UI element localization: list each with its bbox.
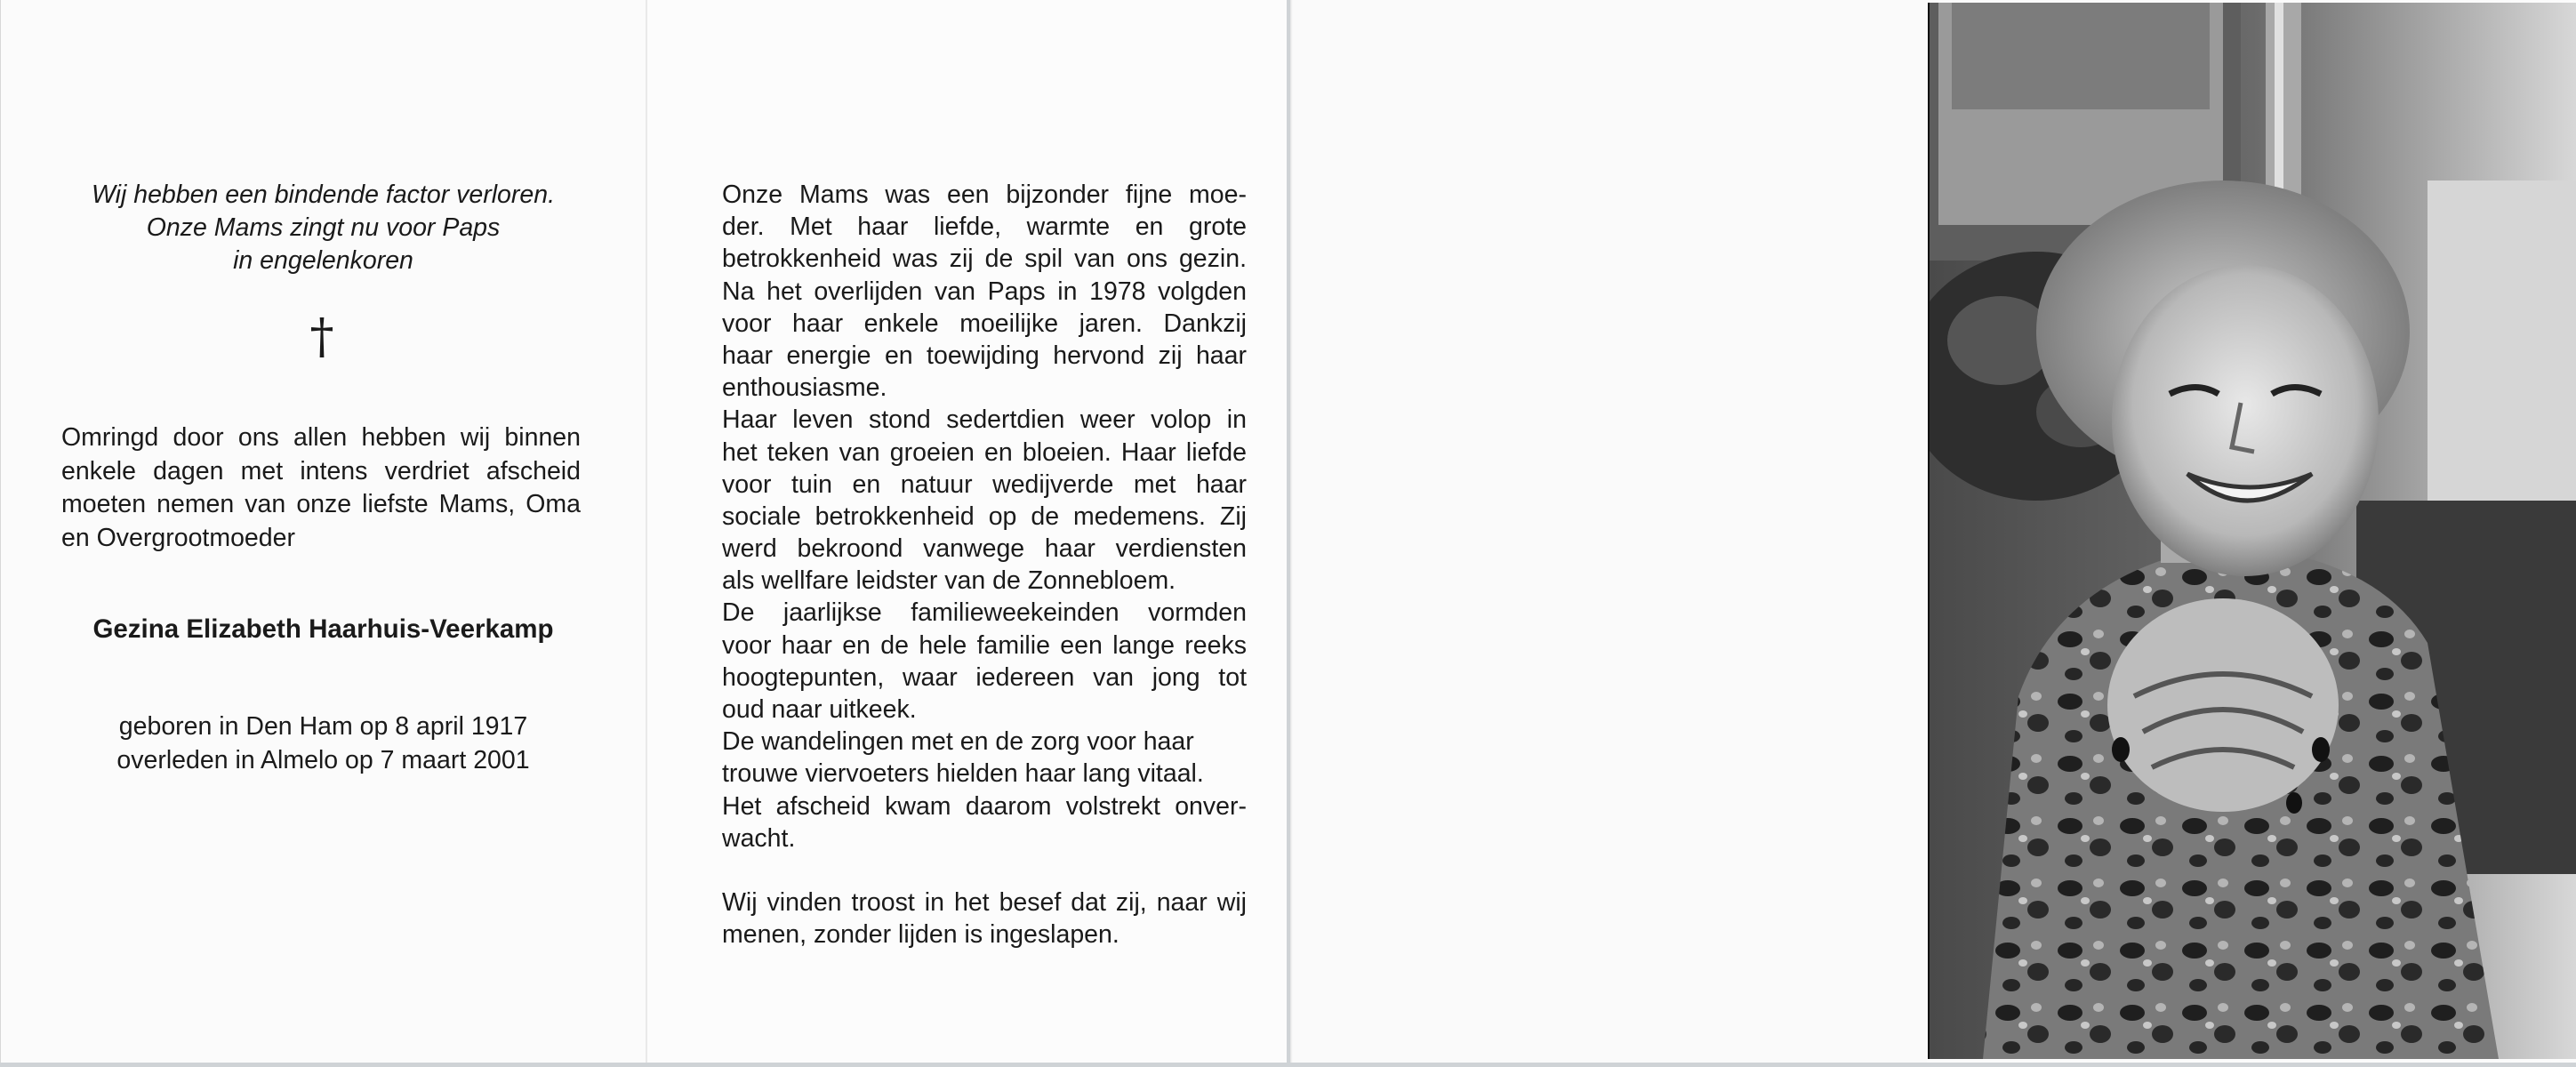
portrait-photo-icon: [1930, 3, 2576, 1059]
paragraph-gap: [722, 854, 1247, 886]
deceased-name: Gezina Elizabeth Haarhuis-Veerkamp: [92, 614, 554, 644]
memoir-line: voor haar enkele moeilijke jaren. Dankzij: [722, 309, 1247, 338]
memoir-line: haar energie en toewijding hervond zij haar: [722, 341, 1247, 370]
intro-text: [61, 421, 581, 555]
memoir-line: voor tuin en natuur wedijverde met haar: [722, 469, 1247, 499]
memoir-line: trouwe viervoeters hielden haar lang vitaal.: [722, 759, 1204, 789]
intro-line: Omringd door ons allen hebben wij binnen: [61, 423, 581, 452]
memoir-line: oud naar uitkeek.: [722, 695, 917, 724]
life-dates: [36, 710, 610, 777]
memoir-line: het teken van groeien en bloeien. Haar liefde: [722, 437, 1247, 467]
memoir-line: Het afscheid kwam daarom volstrekt onver-: [722, 791, 1247, 821]
card-panel-left: [0, 0, 646, 1063]
memoir-line: enthousiasme.: [722, 373, 887, 403]
fold-edge: [1290, 0, 1293, 1063]
death-line: overleden in Almelo op 7 maart 2001: [116, 745, 530, 774]
memoir-line: Onze Mams was een bijzonder fijne moe-: [722, 181, 1247, 209]
intro-line: en Overgrootmoeder: [61, 523, 295, 552]
cross-icon: †: [309, 309, 334, 365]
memoir-line: De jaarlijkse familieweekeinden vormden: [722, 598, 1247, 628]
birth-line: geboren in Den Ham op 8 april 1917: [118, 712, 528, 741]
memoir-line: wacht.: [722, 823, 796, 853]
memoir-line: sociale betrokkenheid op de medemens. Zij: [722, 501, 1247, 531]
memoir-line: der. Met haar liefde, warmte en grote: [722, 213, 1247, 242]
memoir-line: hoogtepunten, waar iedereen van jong tot: [722, 662, 1247, 692]
verse-line: Wij hebben een bindende factor verloren.: [91, 181, 555, 209]
intro-line: enkele dagen met intens verdriet afscheid: [61, 456, 581, 485]
memoir-line: betrokkenheid was zij de spil van ons gezin.: [722, 245, 1247, 274]
memoir-line: voor haar en de hele familie een lange reeks: [722, 630, 1247, 660]
memoir-line: De wandelingen met en de zorg voor haar: [722, 727, 1194, 757]
memoir-line: Na het overlijden van Paps in 1978 volgden: [722, 277, 1247, 306]
card-panel-blank: [1290, 0, 1927, 1063]
memoir-line: Haar leven stond sedertdien weer volop in: [722, 405, 1247, 435]
memoir-line: werd bekroond vanwege haar verdiensten: [722, 534, 1247, 564]
memoir-line: menen, zonder lijden is ingeslapen.: [722, 920, 1119, 950]
memoir-text: [722, 179, 1247, 951]
portrait-photo: [1928, 3, 2576, 1059]
verse: [28, 179, 619, 277]
intro-line: moeten nemen van onze liefste Mams, Oma: [61, 490, 581, 518]
card-panel-memoir: [646, 0, 1287, 1063]
verse-line: in engelenkoren: [233, 246, 413, 275]
verse-line: Onze Mams zingt nu voor Paps: [146, 213, 501, 242]
memoir-line: Wij vinden troost in het besef dat zij, naar wij: [722, 888, 1247, 918]
memoir-line: als wellfare leidster van de Zonnebloem.: [722, 566, 1176, 596]
